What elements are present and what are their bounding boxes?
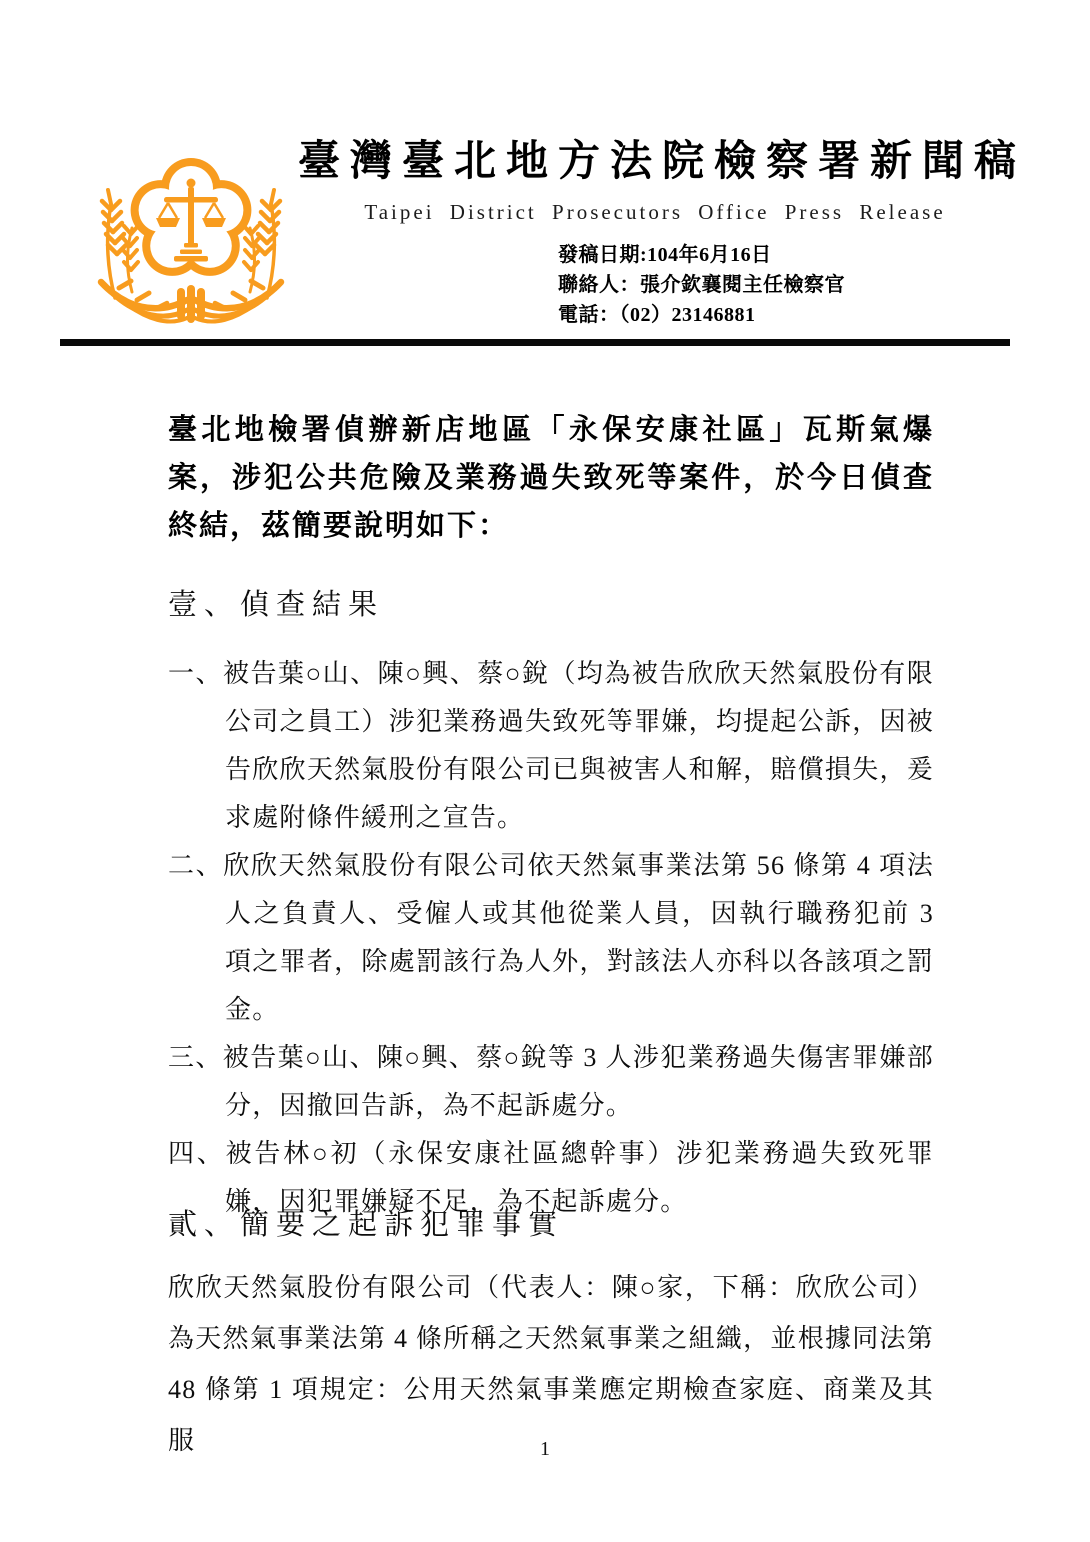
list-item [168, 1034, 934, 1130]
phone-line: 電話：（02）23146881 [558, 304, 756, 326]
item-label: 三、 [168, 1043, 223, 1072]
section1-heading: 壹、偵查結果 [168, 589, 385, 621]
contact-line: 聯絡人：張介欽襄閱主任檢察官 [558, 274, 845, 296]
press-info-block [558, 240, 845, 330]
header-divider [60, 339, 1010, 346]
release-date-line: 發稿日期:104年6月16日 [558, 244, 772, 266]
prosecutors-emblem-icon [85, 140, 297, 338]
list-item [168, 842, 934, 1034]
item-label: 二、 [168, 851, 224, 880]
item-text: 被告葉○山、陳○興、蔡○銳等 3 人涉犯業務過失傷害罪嫌部分，因撤回告訴，為不起訴處分。 [222, 1043, 934, 1120]
section2-paragraph: 欣欣天然氣股份有限公司（代表人：陳○家，下稱：欣欣公司）為天然氣事業法第 4 條所稱之天然氣事業之組織，並根據同法第 48 條第 1 項規定：公用天然氣事業應定期檢查家庭、商業及其服 [168, 1273, 934, 1455]
item-label: 四、 [168, 1139, 226, 1168]
list-item [168, 650, 934, 842]
page-subtitle: Taipei District Prosecutors Office Press Release [364, 200, 946, 224]
item-text: 被告葉○山、陳○興、蔡○銳（均為被告欣欣天然氣股份有限公司之員工）涉犯業務過失致死等罪嫌，均提起公訴，因被告欣欣天然氣股份有限公司已與被害人和解，賠償損失，爰求處附條件緩刑之宣告。 [222, 659, 934, 832]
item-text: 被告林○初（永保安康社區總幹事）涉犯業務過失致死罪嫌，因犯罪嫌疑不足，為不起訴處分。 [225, 1139, 934, 1216]
page-number: 1 [540, 1438, 550, 1460]
findings-list [168, 650, 934, 1226]
item-label: 一、 [168, 659, 223, 688]
item-text: 欣欣天然氣股份有限公司依天然氣事業法第 56 條第 4 項法人之負責人、受僱人或其他從業人員，因執行職務犯前 3 項之罪者，除處罰該行為人外，對該法人亦科以各該項之罰金。 [223, 851, 934, 1024]
section2-heading: 貳、簡要之起訴犯罪事實 [168, 1209, 565, 1241]
page-title: 臺灣臺北地方法院檢察署新聞稿 [298, 139, 1027, 185]
intro-paragraph: 臺北地檢署偵辦新店地區「永保安康社區」瓦斯氣爆案，涉犯公共危險及業務過失致死等案件，於今日偵查終結，茲簡要說明如下： [168, 414, 934, 542]
